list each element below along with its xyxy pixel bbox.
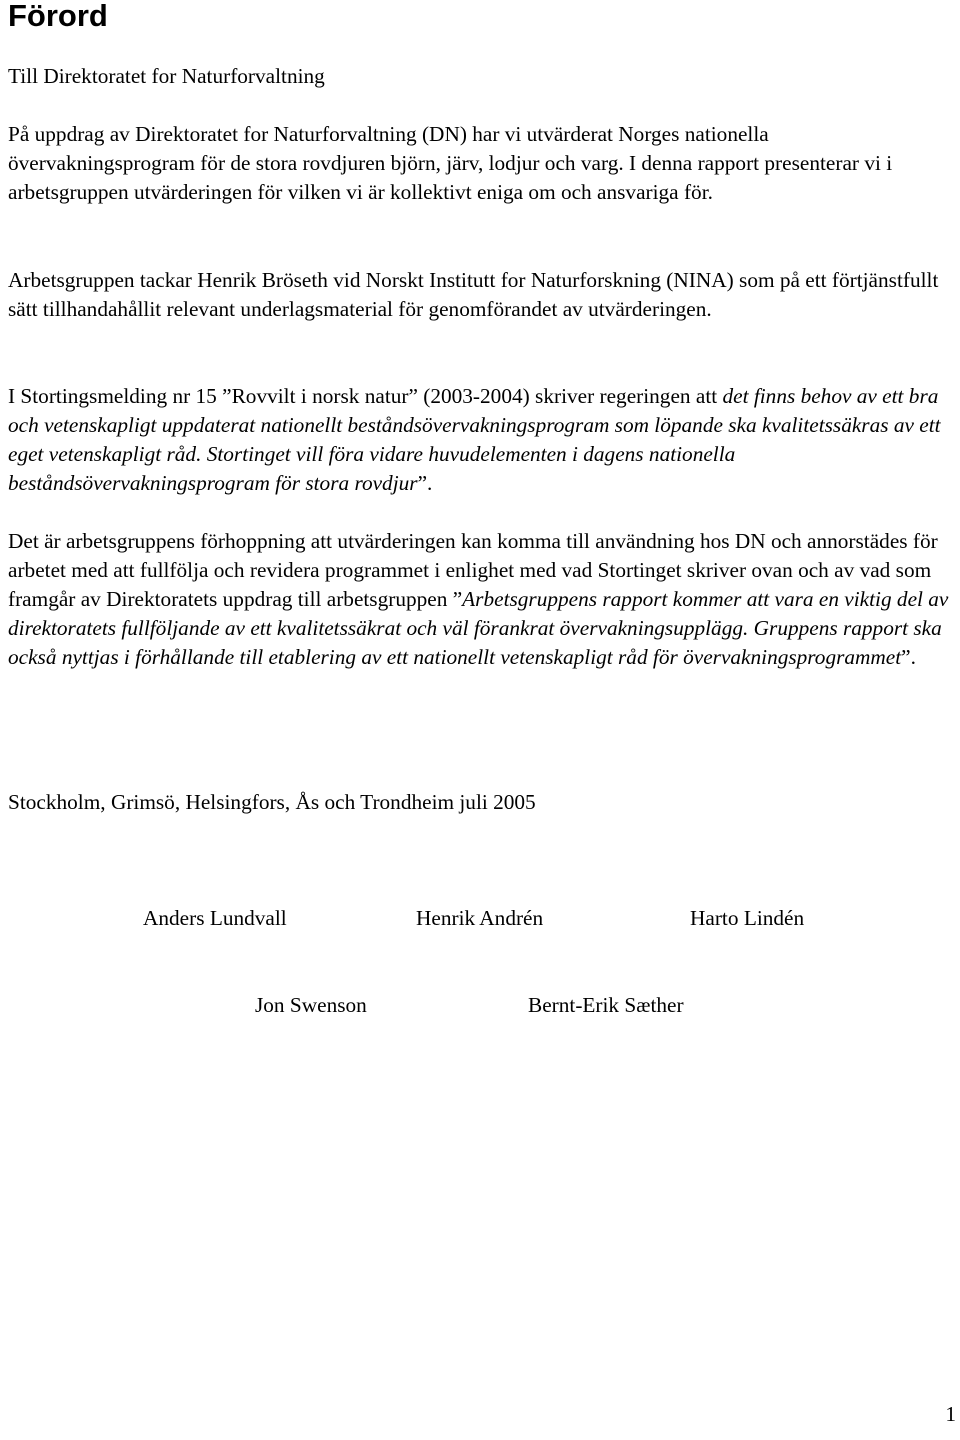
storting-tail-text: ”. bbox=[417, 471, 433, 495]
signatory-name: Jon Swenson bbox=[255, 993, 367, 1017]
addressee-line: Till Direktoratet for Naturforvaltning bbox=[8, 64, 325, 88]
hope-paragraph bbox=[8, 527, 958, 672]
hope-tail-text: ”. bbox=[901, 645, 916, 669]
signatory-name: Harto Lindén bbox=[690, 906, 805, 930]
hope-quote-text: Arbetsgruppens rapport kommer att vara en viktig del av direktoratets fullföljande av ett kvalitetssäkrat och väl förankrat övervakningsupplägg. Gruppens rapport ska också nyttjas i förhållande till etablering av ett nationellt vetenskapligt råd för övervakningsprogrammet bbox=[8, 587, 949, 669]
storting-quote-text: det finns behov av ett bra och vetenskapligt uppdaterat nationellt beståndsövervakningsprogram som löpande ska kvalitetssäkras av ett eget vetenskapligt råd. Stortinget vill föra vidare huvudelementen i dagens nationella beståndsövervakningsprogram för stora rovdjur bbox=[8, 384, 941, 495]
thanks-paragraph: Arbetsgruppen tackar Henrik Bröseth vid Norskt Institutt for Naturforskning (NINA) som på ett förtjänstfullt sätt tillhandahållit relevant underlagsmaterial för genomförandet av utvärderingen. bbox=[8, 268, 939, 321]
place-date-line: Stockholm, Grimsö, Helsingfors, Ås och Trondheim juli 2005 bbox=[8, 790, 536, 814]
intro-paragraph: På uppdrag av Direktoratet for Naturforvaltning (DN) har vi utvärderat Norges nationella övervakningsprogram för de stora rovdjuren björn, järv, lodjur och varg. I denna rapport presenterar vi i arbetsgruppen utvärderingen för vilken vi är kollektivt eniga om och ansvariga för. bbox=[8, 122, 893, 204]
storting-lead-text: I Stortingsmelding nr 15 ”Rovvilt i norsk natur” (2003-2004) skriver regeringen att bbox=[8, 384, 723, 408]
signatory-name: Bernt-Erik Sæther bbox=[528, 993, 684, 1017]
page-number: 1 bbox=[945, 1402, 956, 1426]
page-heading: Förord bbox=[8, 0, 108, 33]
hope-lead-text: Det är arbetsgruppens förhoppning att utvärderingen kan komma till användning hos DN och annorstädes för arbetet med att fullfölja och revidera programmet i enlighet med vad Stortinget skriver ovan och av vad som framgår av Direktoratets uppdrag till arbetsgruppen ” bbox=[8, 529, 938, 611]
storting-paragraph bbox=[8, 382, 958, 498]
signatory-name: Henrik Andrén bbox=[416, 906, 544, 930]
signatory-name: Anders Lundvall bbox=[143, 906, 287, 930]
